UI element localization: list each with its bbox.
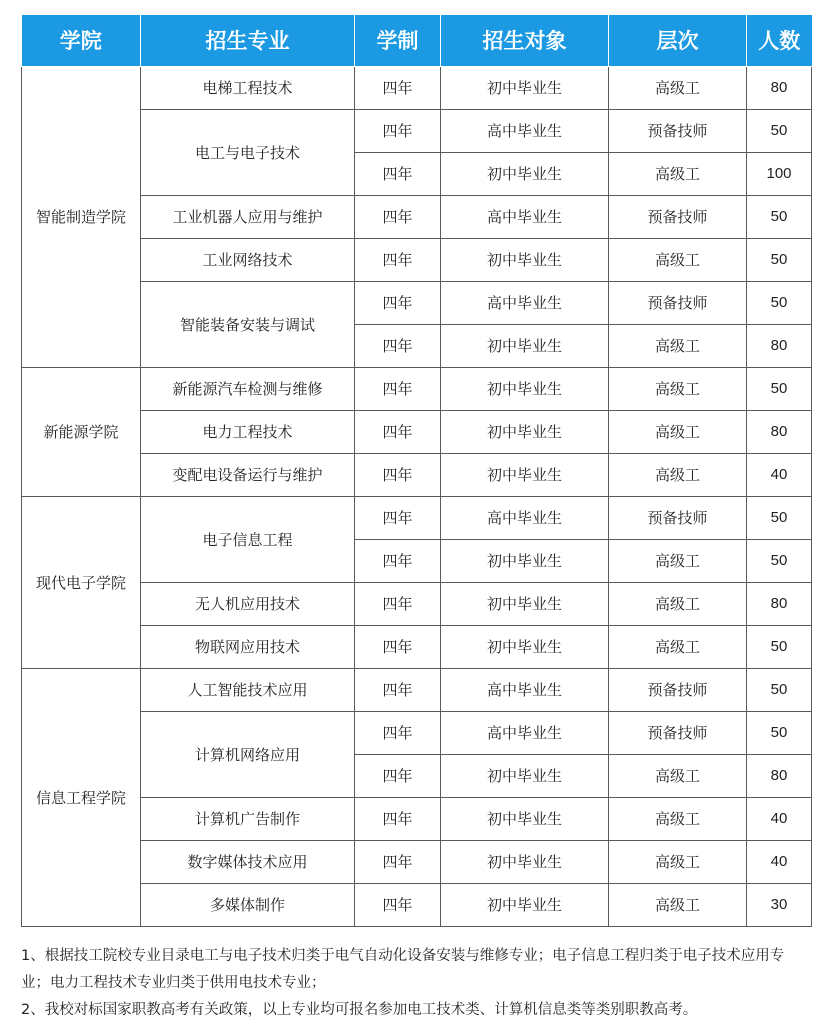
header-major: 招生专业 (141, 15, 355, 66)
major-cell: 计算机网络应用 (141, 711, 355, 797)
count-cell: 50 (747, 281, 812, 324)
duration-cell: 四年 (355, 367, 441, 410)
major-cell: 电工与电子技术 (141, 109, 355, 195)
count-cell: 50 (747, 238, 812, 281)
count-cell: 50 (747, 496, 812, 539)
college-cell: 信息工程学院 (22, 668, 141, 926)
level-cell: 高级工 (609, 367, 747, 410)
target-cell: 初中毕业生 (441, 66, 609, 109)
duration-cell: 四年 (355, 582, 441, 625)
count-cell: 40 (747, 797, 812, 840)
major-cell: 多媒体制作 (141, 883, 355, 926)
admissions-table (21, 15, 812, 927)
duration-cell: 四年 (355, 195, 441, 238)
table-row (22, 582, 812, 625)
count-cell: 80 (747, 66, 812, 109)
target-cell: 初中毕业生 (441, 410, 609, 453)
count-cell: 100 (747, 152, 812, 195)
table-row (22, 238, 812, 281)
major-cell: 数字媒体技术应用 (141, 840, 355, 883)
count-cell: 50 (747, 195, 812, 238)
duration-cell: 四年 (355, 539, 441, 582)
college-cell: 智能制造学院 (22, 66, 141, 367)
level-cell: 高级工 (609, 152, 747, 195)
table-row (22, 496, 812, 539)
major-cell: 新能源汽车检测与维修 (141, 367, 355, 410)
target-cell: 初中毕业生 (441, 797, 609, 840)
major-cell: 人工智能技术应用 (141, 668, 355, 711)
footnote: 1、根据技工院校专业目录电工与电子技术归类于电气自动化设备安装与维修专业；电子信息工程归类于电子技术应用专业；电力工程技术专业归类于供用电技术专业； (21, 948, 785, 991)
target-cell: 高中毕业生 (441, 281, 609, 324)
table-row (22, 66, 812, 109)
level-cell: 高级工 (609, 754, 747, 797)
duration-cell: 四年 (355, 152, 441, 195)
header-college: 学院 (22, 15, 141, 66)
level-cell: 高级工 (609, 324, 747, 367)
table-row (22, 195, 812, 238)
duration-cell: 四年 (355, 883, 441, 926)
table-row (22, 668, 812, 711)
target-cell: 初中毕业生 (441, 238, 609, 281)
table-row (22, 281, 812, 324)
count-cell: 30 (747, 883, 812, 926)
duration-cell: 四年 (355, 668, 441, 711)
count-cell: 80 (747, 410, 812, 453)
target-cell: 初中毕业生 (441, 625, 609, 668)
level-cell: 高级工 (609, 539, 747, 582)
header-count: 人数 (747, 15, 812, 66)
header-duration: 学制 (355, 15, 441, 66)
target-cell: 初中毕业生 (441, 152, 609, 195)
duration-cell: 四年 (355, 496, 441, 539)
target-cell: 高中毕业生 (441, 711, 609, 754)
duration-cell: 四年 (355, 281, 441, 324)
target-cell: 高中毕业生 (441, 109, 609, 152)
footnote: 2、我校对标国家职教高考有关政策，以上专业均可报名参加电工技术类、计算机信息类等类别职教高考。 (21, 1002, 698, 1018)
table-body (22, 66, 812, 926)
level-cell: 高级工 (609, 238, 747, 281)
level-cell: 高级工 (609, 410, 747, 453)
major-cell: 计算机广告制作 (141, 797, 355, 840)
major-cell: 电梯工程技术 (141, 66, 355, 109)
count-cell: 40 (747, 453, 812, 496)
level-cell: 预备技师 (609, 668, 747, 711)
duration-cell: 四年 (355, 754, 441, 797)
level-cell: 预备技师 (609, 281, 747, 324)
level-cell: 预备技师 (609, 109, 747, 152)
major-cell: 电力工程技术 (141, 410, 355, 453)
level-cell: 高级工 (609, 840, 747, 883)
level-cell: 预备技师 (609, 711, 747, 754)
target-cell: 高中毕业生 (441, 195, 609, 238)
table-row (22, 625, 812, 668)
count-cell: 50 (747, 625, 812, 668)
duration-cell: 四年 (355, 410, 441, 453)
major-cell: 物联网应用技术 (141, 625, 355, 668)
major-cell: 变配电设备运行与维护 (141, 453, 355, 496)
count-cell: 50 (747, 539, 812, 582)
target-cell: 高中毕业生 (441, 496, 609, 539)
footnotes (21, 943, 813, 1024)
table-row (22, 410, 812, 453)
major-cell: 智能装备安装与调试 (141, 281, 355, 367)
level-cell: 预备技师 (609, 195, 747, 238)
count-cell: 50 (747, 109, 812, 152)
target-cell: 初中毕业生 (441, 754, 609, 797)
count-cell: 50 (747, 367, 812, 410)
table-row (22, 797, 812, 840)
table-row (22, 883, 812, 926)
major-cell: 电子信息工程 (141, 496, 355, 582)
major-cell: 工业机器人应用与维护 (141, 195, 355, 238)
count-cell: 80 (747, 754, 812, 797)
table-row (22, 453, 812, 496)
college-cell: 新能源学院 (22, 367, 141, 496)
header-level: 层次 (609, 15, 747, 66)
duration-cell: 四年 (355, 625, 441, 668)
duration-cell: 四年 (355, 711, 441, 754)
target-cell: 初中毕业生 (441, 840, 609, 883)
duration-cell: 四年 (355, 797, 441, 840)
duration-cell: 四年 (355, 109, 441, 152)
level-cell: 高级工 (609, 797, 747, 840)
level-cell: 预备技师 (609, 496, 747, 539)
table-row (22, 840, 812, 883)
table-row (22, 711, 812, 754)
level-cell: 高级工 (609, 582, 747, 625)
target-cell: 初中毕业生 (441, 883, 609, 926)
level-cell: 高级工 (609, 625, 747, 668)
count-cell: 50 (747, 668, 812, 711)
college-cell: 现代电子学院 (22, 496, 141, 668)
target-cell: 初中毕业生 (441, 539, 609, 582)
count-cell: 80 (747, 582, 812, 625)
table-row (22, 109, 812, 152)
level-cell: 高级工 (609, 883, 747, 926)
duration-cell: 四年 (355, 453, 441, 496)
target-cell: 初中毕业生 (441, 453, 609, 496)
duration-cell: 四年 (355, 324, 441, 367)
level-cell: 高级工 (609, 66, 747, 109)
duration-cell: 四年 (355, 66, 441, 109)
count-cell: 40 (747, 840, 812, 883)
major-cell: 工业网络技术 (141, 238, 355, 281)
target-cell: 初中毕业生 (441, 324, 609, 367)
count-cell: 80 (747, 324, 812, 367)
target-cell: 初中毕业生 (441, 582, 609, 625)
duration-cell: 四年 (355, 840, 441, 883)
major-cell: 无人机应用技术 (141, 582, 355, 625)
level-cell: 高级工 (609, 453, 747, 496)
count-cell: 50 (747, 711, 812, 754)
target-cell: 高中毕业生 (441, 668, 609, 711)
header-target: 招生对象 (441, 15, 609, 66)
target-cell: 初中毕业生 (441, 367, 609, 410)
table-row (22, 367, 812, 410)
duration-cell: 四年 (355, 238, 441, 281)
table-header-row (22, 15, 812, 66)
